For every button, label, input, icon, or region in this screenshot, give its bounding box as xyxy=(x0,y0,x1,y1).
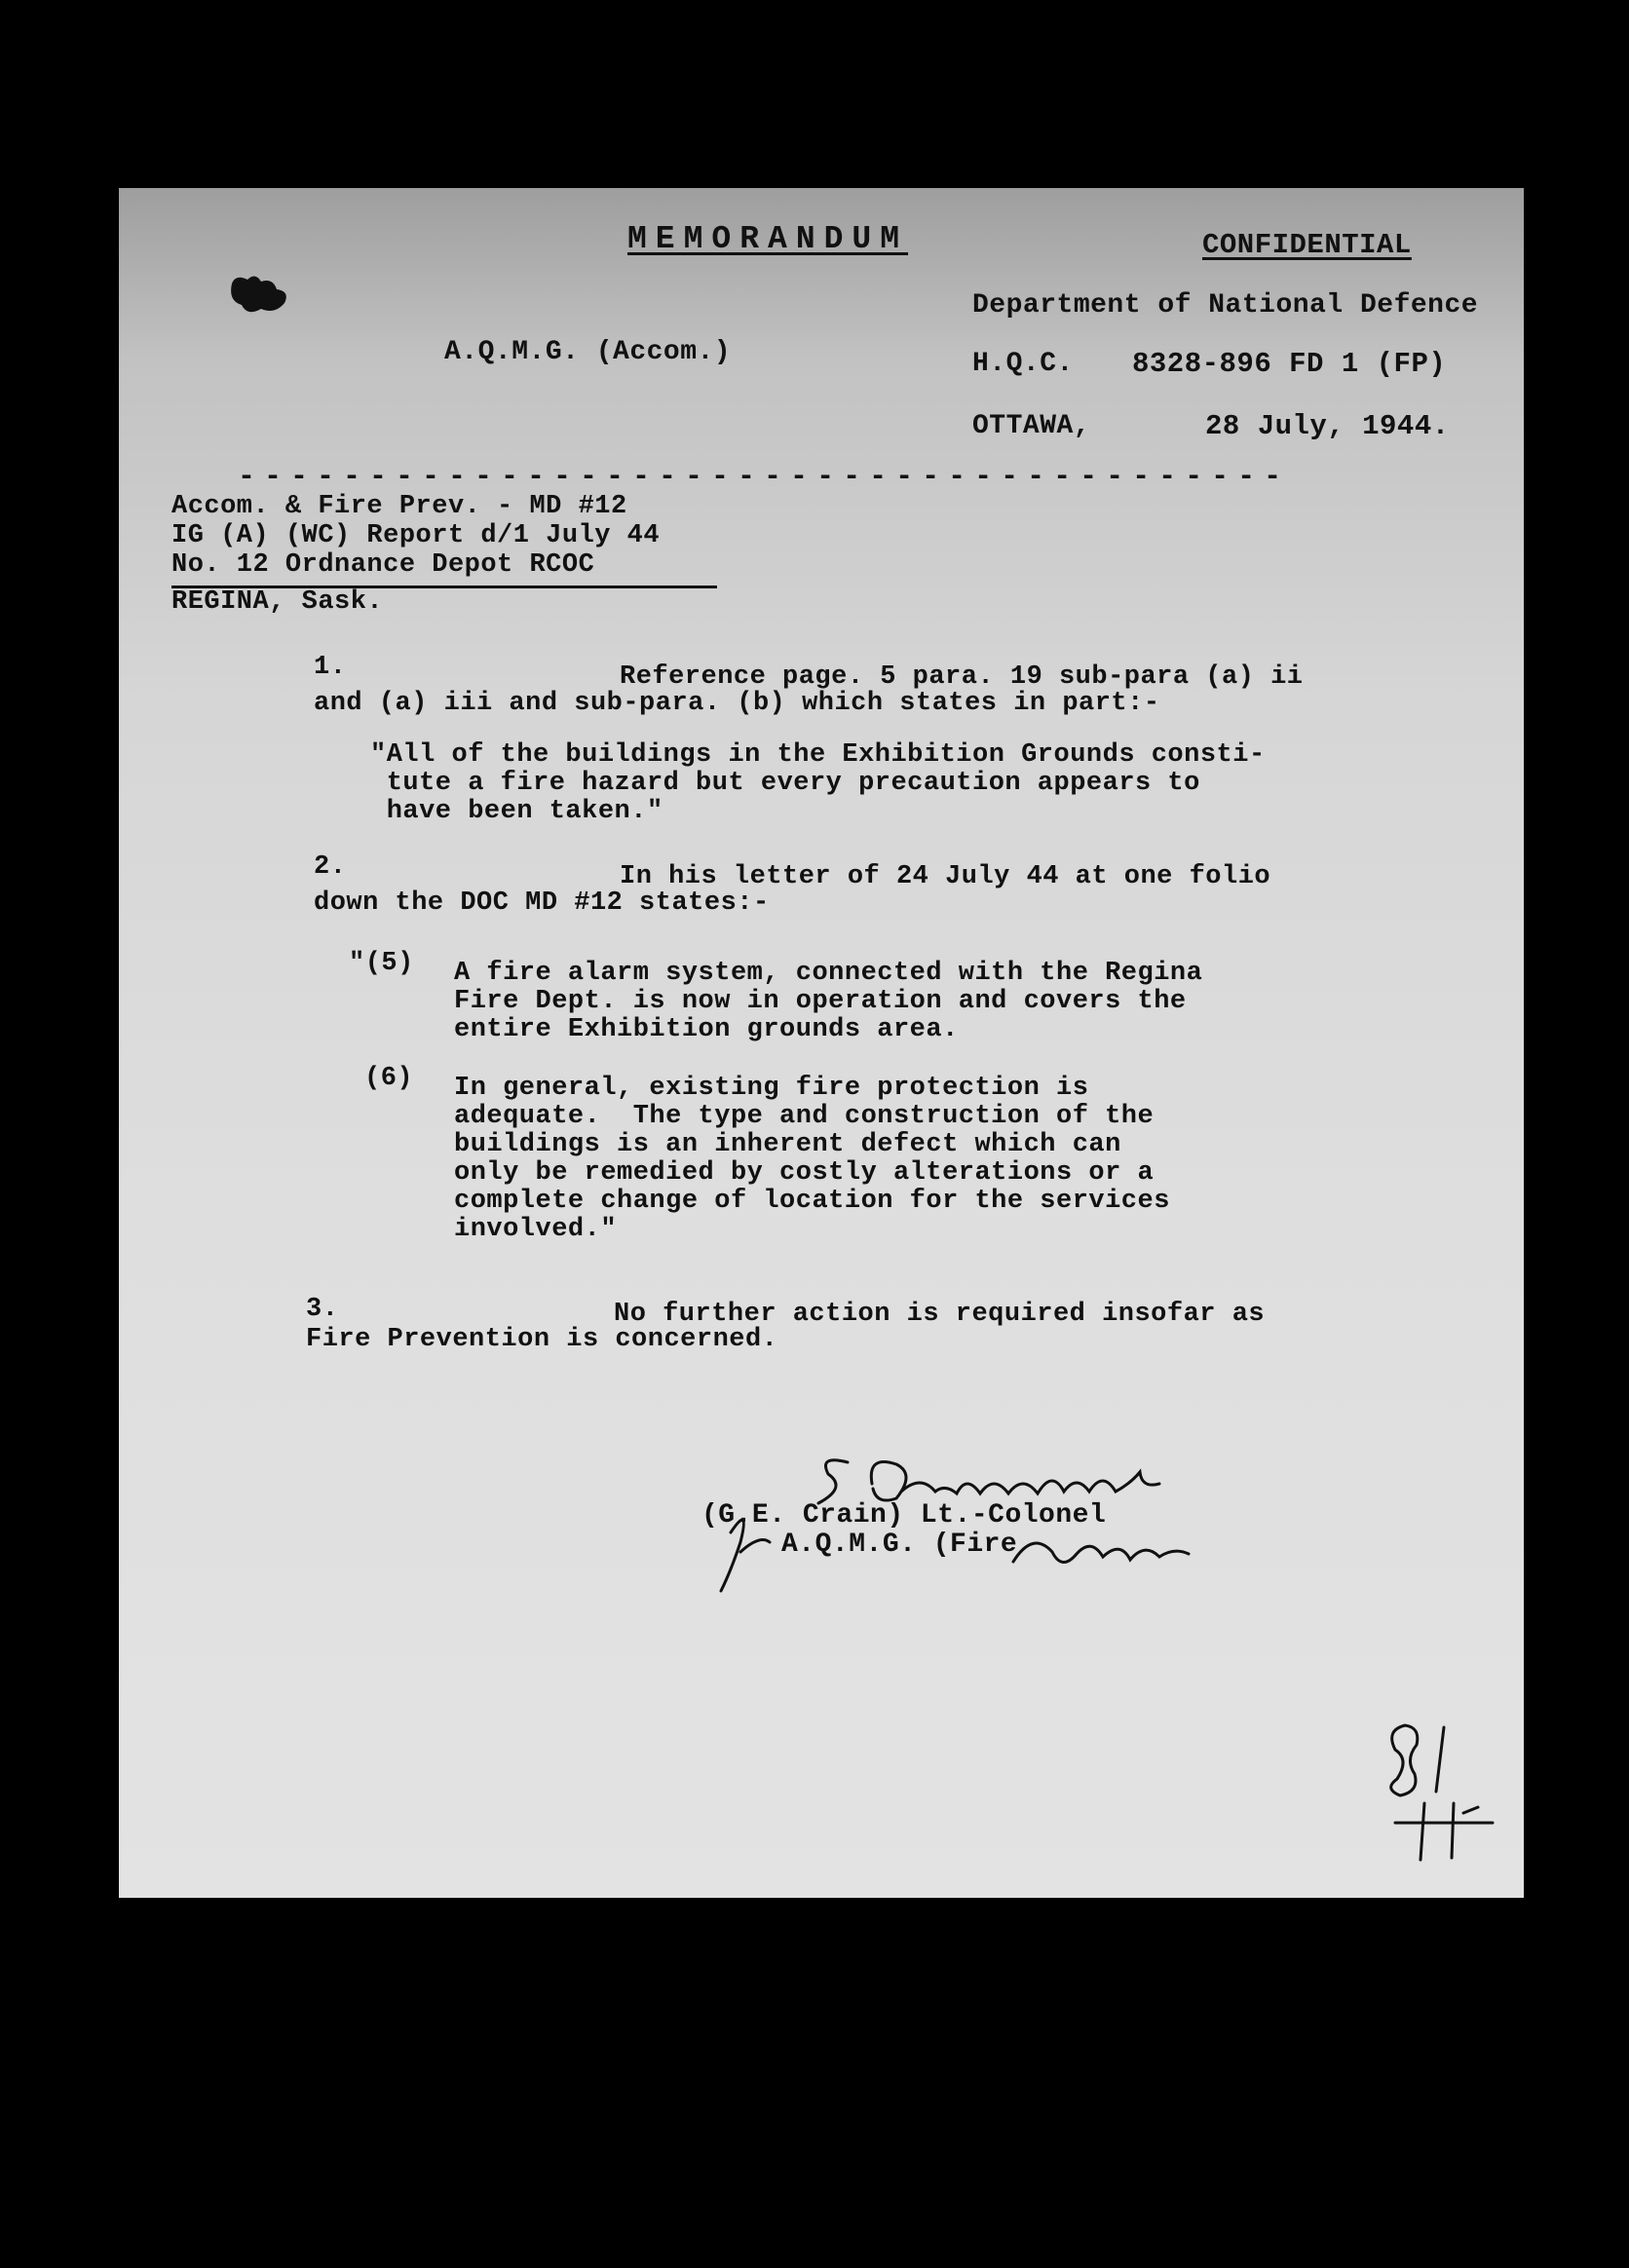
item-5-text: A fire alarm system, connected with the Regina Fire Dept. is now in operation and covers the entire Exhibition grounds area. xyxy=(454,959,1203,1044)
signatory-title: A.Q.M.G. (Fire xyxy=(781,1530,1018,1560)
paragraph-1-quote: "All of the buildings in the Exhibition Grounds consti- tute a fire hazard but every precaution appears to have been taken." xyxy=(370,740,1266,826)
city: OTTAWA, xyxy=(972,411,1091,441)
hqc-label: H.Q.C. xyxy=(972,349,1074,379)
paragraph-3-number: 3. xyxy=(306,1295,339,1324)
subject-line-2: IG (A) (WC) Report d/1 July 44 xyxy=(171,521,661,550)
hqc-file-number: 8328-896 FD 1 (FP) xyxy=(1132,348,1447,380)
item-6-text: In general, existing fire protection is adequate. The type and construction of the buildings is an inherent defect which can only be remedied by costly alterations or a complete change of location for the services involved." xyxy=(454,1074,1170,1244)
memo-title: MEMORANDUM xyxy=(627,221,909,257)
paragraph-3-line-2: Fire Prevention is concerned. xyxy=(306,1325,778,1354)
handwritten-signature xyxy=(701,1445,1247,1610)
signatory-name: (G.E. Crain) Lt.-Colonel xyxy=(701,1500,1107,1531)
department-name: Department of National Defence xyxy=(972,290,1479,321)
paragraph-2-line-1: In his letter of 24 July 44 at one folio xyxy=(620,862,1271,891)
separator-line: ---------------------------------------- xyxy=(238,461,1291,494)
paragraph-1-line-1: Reference page. 5 para. 19 sub-para (a) ii xyxy=(620,662,1304,692)
addressee: A.Q.M.G. (Accom.) xyxy=(444,337,732,367)
folio-number-handwritten xyxy=(1376,1706,1512,1862)
subject-line-4: REGINA, Sask. xyxy=(171,587,384,617)
memo-date: 28 July, 1944. xyxy=(1205,410,1450,442)
subject-line-3: No. 12 Ordnance Depot RCOC xyxy=(171,550,595,580)
item-5-number: "(5) xyxy=(349,949,414,978)
paragraph-3-line-1: No further action is required insofar as xyxy=(614,1300,1266,1329)
subject-line-1: Accom. & Fire Prev. - MD #12 xyxy=(171,492,627,521)
classification-label: CONFIDENTIAL xyxy=(1202,229,1412,261)
item-6-number: (6) xyxy=(364,1064,414,1093)
paragraph-2-line-2: down the DOC MD #12 states:- xyxy=(314,888,770,918)
paragraph-2-number: 2. xyxy=(314,852,347,882)
ink-blot-mark xyxy=(226,270,304,319)
memo-page xyxy=(119,188,1524,1898)
paragraph-1-number: 1. xyxy=(314,653,347,682)
paragraph-1-line-2: and (a) iii and sub-para. (b) which states in part:- xyxy=(314,689,1160,718)
